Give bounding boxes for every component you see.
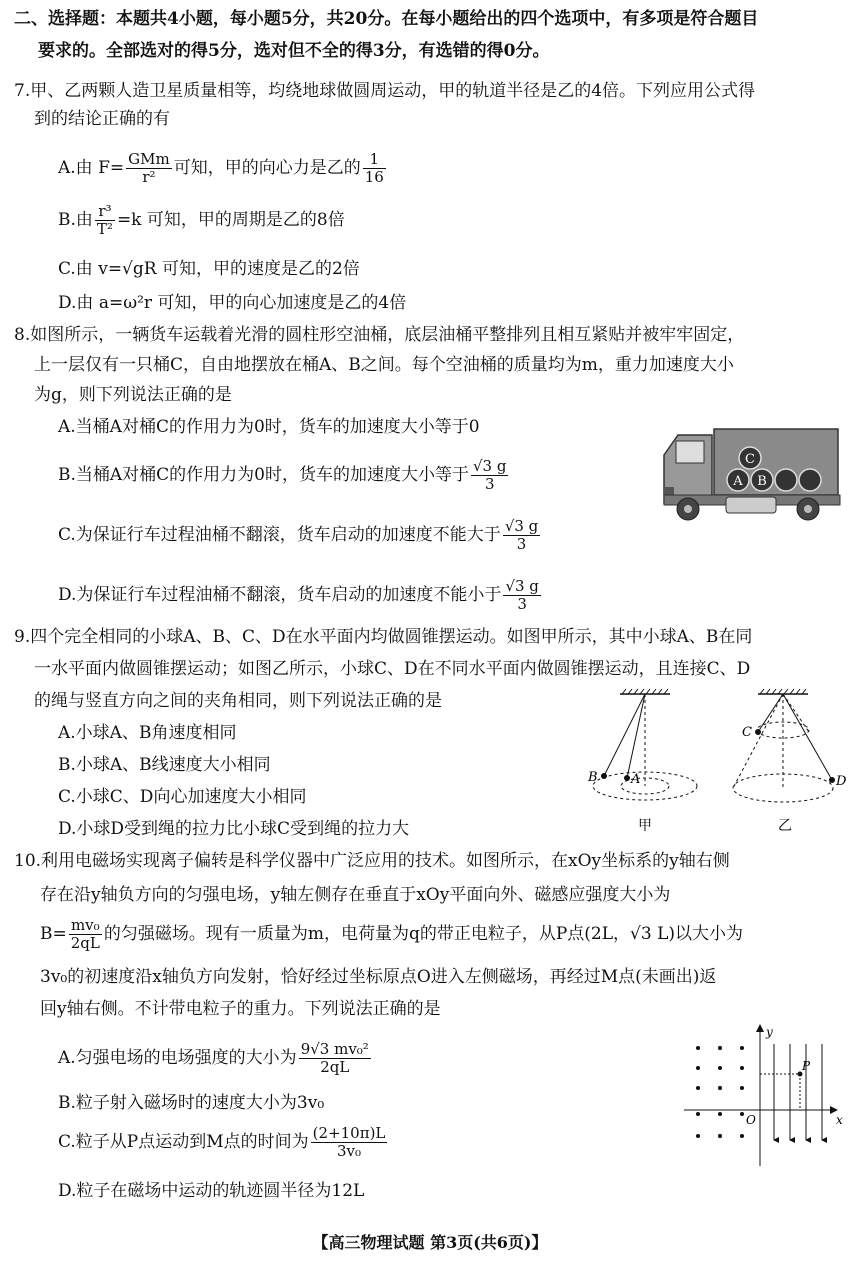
axis-x-label: x (836, 1113, 843, 1127)
q9-stem-line3: 的绳与竖直方向之间的夹角相同，则下列说法正确的是 (34, 691, 442, 711)
page-footer: 【高三物理试题 第3页(共6页)】 (312, 1233, 548, 1252)
q10-stem-line5: 回y轴右侧。不计带电粒子的重力。下列说法正确的是 (40, 999, 441, 1019)
magnetic-field-dots (696, 1046, 744, 1138)
q9-stem-line2: 一水平面内做圆锥摆运动；如图乙所示，小球C、D在不同水平面内做圆锥摆运动，且连接C、D (34, 659, 751, 679)
q9-option-b: B.小球A、B线速度大小相同 (58, 755, 271, 775)
q8-stem-line3: 为g，则下列说法正确的是 (34, 385, 232, 405)
q10-stem-line4: 3v₀的初速度沿x轴负方向发射，恰好经过坐标原点O进入左侧磁场，再经过M点(未画出)返 (40, 967, 717, 987)
label-b: B (588, 770, 598, 785)
q8-option-d: D.为保证行车过程油桶不翻滚，货车启动的加速度不能小于 $\frac{√3 g}{3}$ (58, 577, 539, 613)
pendulum-yi (733, 689, 847, 834)
section-header-line2: 要求的。全部选对的得5分，选对但不全的得3分，有选错的得0分。 (38, 41, 550, 61)
q7-option-b: B.由 $\frac{\text{r³}}{\text{T²}}$ =k 可知，甲的周期是乙的8倍 (58, 202, 345, 238)
q8-option-a: A.当桶A对桶C的作用力为0时，货车的加速度大小等于0 (58, 417, 480, 437)
label-yi: 乙 (778, 818, 792, 834)
q7-stem-line2: 到的结论正确的有 (34, 109, 170, 129)
q10-stem-line3: B= $\frac{\text{mv₀}}{2qL}$ 的匀强磁场。现有一质量为m，电荷量为q的带正电粒子，从P点(2L，√3 L)以大小为 (40, 916, 744, 952)
origin-label: O (746, 1113, 756, 1127)
barrel-a-label: A (733, 474, 743, 489)
q9-option-d: D.小球D受到绳的拉力比小球C受到绳的拉力大 (58, 819, 410, 839)
q10-option-a: A.匀强电场的电场强度的大小为 $\frac{\text{9√3 mv₀²}}{2qL}$ (58, 1040, 369, 1076)
q10-option-c: C.粒子从P点运动到M点的时间为 $\frac{(2+10\pi)L}{\text{3v₀}}$ (58, 1124, 386, 1160)
pendulum-jia (587, 689, 697, 834)
label-c: C (742, 725, 752, 740)
barrel-c-label: C (745, 452, 755, 467)
q8-stem-line1: 8.如图所示，一辆货车运载着光滑的圆柱形空油桶，底层油桶平整排列且相互紧贴并被牢牢固定， (14, 325, 745, 345)
truck-figure (658, 425, 844, 525)
pendulum-figure (582, 688, 850, 838)
q7-option-c: C.由 v=√gR 可知，甲的速度是乙的2倍 (58, 259, 360, 279)
section-header-line1: 二、选择题：本题共4小题，每小题5分，共20分。在每小题给出的四个选项中，有多项是符合题目 (14, 9, 759, 29)
barrel-b-label: B (757, 474, 767, 489)
q7-option-a: A.由 F= $\frac{\text{GMm}}{\text{r²}}$ 可知，甲的向心力是乙的 $\frac{1}{16}$ (58, 150, 384, 186)
q8-option-b: B.当桶A对桶C的作用力为0时，货车的加速度大小等于 $\frac{√3 g}{3}$ (58, 457, 507, 493)
electric-field-lines (774, 1044, 822, 1140)
q10-option-b: B.粒子射入磁场时的速度大小为3v₀ (58, 1093, 325, 1113)
q8-option-c: C.为保证行车过程油桶不翻滚，货车启动的加速度不能大于 $\frac{√3 g}{3}$ (58, 517, 539, 553)
q10-stem-line2: 存在沿y轴负方向的匀强电场，y轴左侧存在垂直于xOy平面向外、磁感应强度大小为 (40, 885, 671, 905)
axis-y-label: y (766, 1025, 773, 1039)
point-p-label: P (802, 1059, 811, 1073)
q8-stem-line2: 上一层仅有一只桶C，自由地摆放在桶A、B之间。每个空油桶的质量均为m，重力加速度大小 (34, 355, 734, 375)
q7-option-d: D.由 a=ω²r 可知，甲的向心加速度是乙的4倍 (58, 293, 407, 313)
q9-option-a: A.小球A、B角速度相同 (58, 723, 237, 743)
q10-option-d: D.粒子在磁场中运动的轨迹圆半径为12L (58, 1181, 365, 1201)
q9-option-c: C.小球C、D向心加速度大小相同 (58, 787, 307, 807)
field-figure (682, 1024, 847, 1169)
q10-stem-line1: 10.利用电磁场实现离子偏转是科学仪器中广泛应用的技术。如图所示，在xOy坐标系的y轴右侧 (14, 851, 730, 871)
label-d: D (836, 774, 847, 789)
q9-stem-line1: 9.四个完全相同的小球A、B、C、D在水平面内均做圆锥摆运动。如图甲所示，其中小球A、B在同 (14, 627, 753, 647)
label-a: A (631, 772, 641, 787)
q7-stem-line1: 7.甲、乙两颗人造卫星质量相等，均绕地球做圆周运动，甲的轨道半径是乙的4倍。下列应用公式得 (14, 81, 756, 101)
label-jia: 甲 (638, 818, 652, 834)
